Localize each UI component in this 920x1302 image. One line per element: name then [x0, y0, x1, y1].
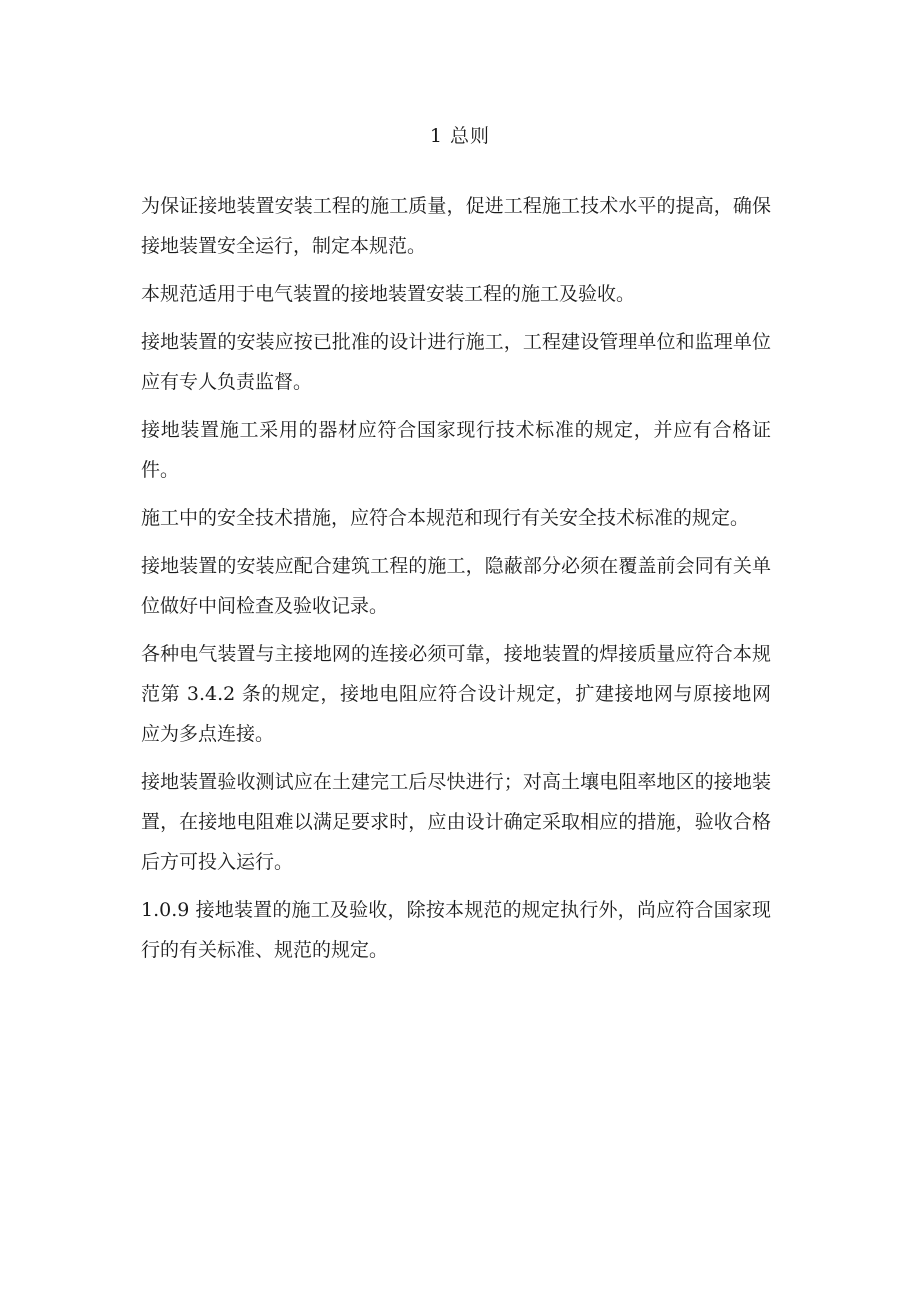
- paragraph: 1.0.9 接地装置的施工及验收，除按本规范的规定执行外，尚应符合国家现行的有关标准、规范的规定。: [141, 899, 771, 961]
- paragraph: 接地装置的安装应按已批准的设计进行施工，工程建设管理单位和监理单位应有专人负责监督。: [141, 331, 771, 393]
- paragraph: 各种电气装置与主接地网的连接必须可靠，接地装置的焊接质量应符合本规范第 3.4.2 条的规定，接地电阻应符合设计规定，扩建接地网与原接地网应为多点连接。: [141, 643, 771, 745]
- paragraph: 为保证接地装置安装工程的施工质量，促进工程施工技术水平的提高，确保接地装置安全运行，制定本规范。: [141, 195, 771, 257]
- paragraph: 本规范适用于电气装置的接地装置安装工程的施工及验收。: [141, 283, 636, 305]
- paragraph: 施工中的安全技术措施，应符合本规范和现行有关安全技术标准的规定。: [141, 507, 750, 529]
- section-title: 1 总则: [429, 125, 491, 147]
- section-body: [141, 186, 771, 978]
- paragraph: 接地装置施工采用的器材应符合国家现行技术标准的规定，并应有合格证件。: [141, 419, 771, 481]
- paragraph: 接地装置验收测试应在土建完工后尽快进行；对高土壤电阻率地区的接地装置，在接地电阻难以满足要求时，应由设计确定采取相应的措施，验收合格后方可投入运行。: [141, 771, 771, 873]
- paragraph: 接地装置的安装应配合建筑工程的施工，隐蔽部分必须在覆盖前会同有关单位做好中间检查及验收记录。: [141, 555, 771, 617]
